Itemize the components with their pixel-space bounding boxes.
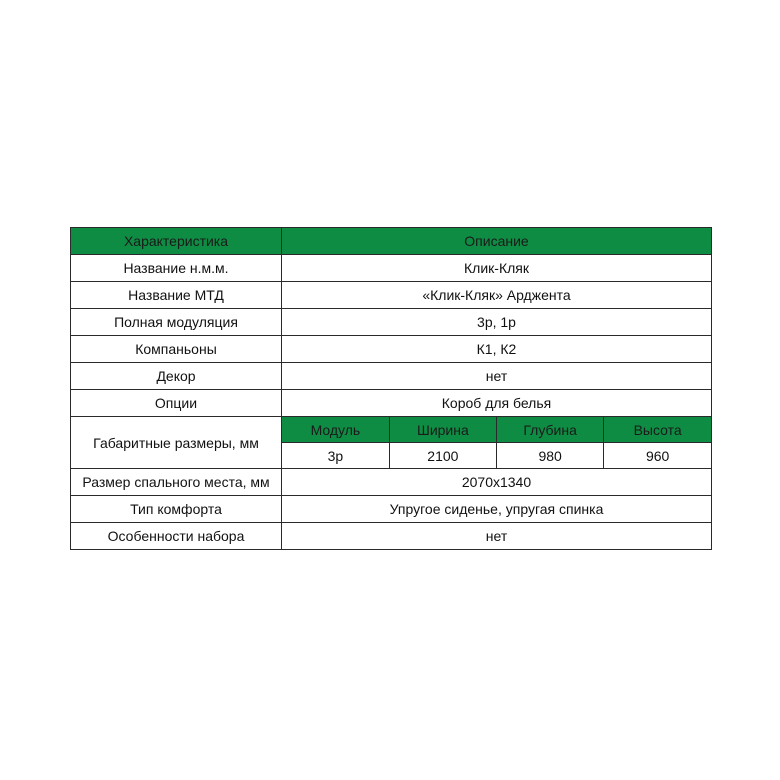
row-value: 2070х1340 <box>282 469 712 496</box>
row-value: Упругое сиденье, упругая спинка <box>282 496 712 523</box>
row-value: «Клик-Кляк» Арджента <box>282 282 712 309</box>
row-label: Название МТД <box>71 282 282 309</box>
row-label: Декор <box>71 363 282 390</box>
row-label: Название н.м.м. <box>71 255 282 282</box>
dimensions-values-row <box>282 443 711 469</box>
dim-header-width: Ширина <box>389 417 496 443</box>
table-row <box>71 523 712 550</box>
table-row <box>71 309 712 336</box>
row-value: К1, К2 <box>282 336 712 363</box>
table-row <box>71 496 712 523</box>
table-header-row <box>71 228 712 255</box>
row-value: нет <box>282 363 712 390</box>
dimensions-header-row <box>282 417 711 443</box>
dim-header-height: Высота <box>604 417 711 443</box>
dim-header-depth: Глубина <box>497 417 604 443</box>
row-label: Компаньоны <box>71 336 282 363</box>
table-row <box>71 282 712 309</box>
row-label: Тип комфорта <box>71 496 282 523</box>
row-label: Опции <box>71 390 282 417</box>
dimensions-table <box>282 417 711 468</box>
dim-value-height: 960 <box>604 443 711 469</box>
dim-value-module: 3р <box>282 443 389 469</box>
dimensions-label: Габаритные размеры, мм <box>71 417 282 469</box>
table-row <box>71 390 712 417</box>
table-row <box>71 469 712 496</box>
row-value: 3р, 1р <box>282 309 712 336</box>
dimensions-cell <box>282 417 712 469</box>
row-value: Клик-Кляк <box>282 255 712 282</box>
row-label: Полная модуляция <box>71 309 282 336</box>
header-characteristic: Характеристика <box>71 228 282 255</box>
characteristics-table <box>70 227 712 550</box>
dim-value-depth: 980 <box>497 443 604 469</box>
row-label: Особенности набора <box>71 523 282 550</box>
row-value: нет <box>282 523 712 550</box>
dimensions-row <box>71 417 712 469</box>
row-label: Размер спального места, мм <box>71 469 282 496</box>
table-row <box>71 336 712 363</box>
dim-value-width: 2100 <box>389 443 496 469</box>
table-row <box>71 363 712 390</box>
header-description: Описание <box>282 228 712 255</box>
table-row <box>71 255 712 282</box>
row-value: Короб для белья <box>282 390 712 417</box>
dim-header-module: Модуль <box>282 417 389 443</box>
